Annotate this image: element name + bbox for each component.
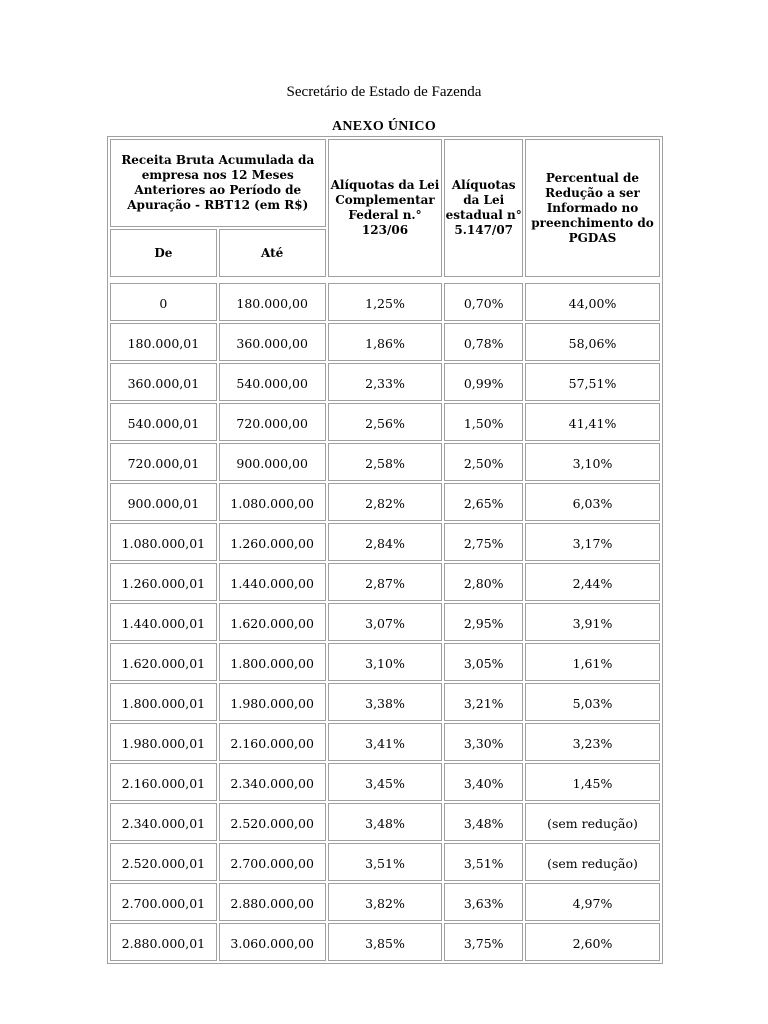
cell-state-rate: 3,51% — [444, 843, 523, 881]
cell-reduction: 1,45% — [525, 763, 660, 801]
table-row — [110, 803, 660, 841]
cell-state-rate: 2,65% — [444, 483, 523, 521]
cell-to: 1.440.000,00 — [219, 563, 326, 601]
cell-reduction: 5,03% — [525, 683, 660, 721]
table-row — [110, 683, 660, 721]
cell-state-rate: 0,70% — [444, 283, 523, 321]
header-reduction-percent: Percentual de Redução a ser Informado no preenchimento do PGDAS — [525, 139, 660, 277]
cell-to: 2.880.000,00 — [219, 883, 326, 921]
cell-federal-rate: 3,48% — [328, 803, 443, 841]
cell-reduction: 3,91% — [525, 603, 660, 641]
cell-from: 180.000,01 — [110, 323, 217, 361]
cell-federal-rate: 2,33% — [328, 363, 443, 401]
cell-state-rate: 3,48% — [444, 803, 523, 841]
cell-to: 180.000,00 — [219, 283, 326, 321]
cell-state-rate: 3,40% — [444, 763, 523, 801]
cell-state-rate: 3,30% — [444, 723, 523, 761]
cell-to: 1.800.000,00 — [219, 643, 326, 681]
rates-table — [107, 136, 663, 964]
header-federal-rates: Alíquotas da Lei Complementar Federal n.° 123/06 — [328, 139, 443, 277]
table-row — [110, 323, 660, 361]
cell-to: 720.000,00 — [219, 403, 326, 441]
table-row — [110, 523, 660, 561]
header-state-rates: Alíquotas da Lei estadual n° 5.147/07 — [444, 139, 523, 277]
cell-federal-rate: 3,10% — [328, 643, 443, 681]
cell-state-rate: 3,21% — [444, 683, 523, 721]
cell-state-rate: 3,05% — [444, 643, 523, 681]
table-row — [110, 363, 660, 401]
cell-from: 1.800.000,01 — [110, 683, 217, 721]
header-from: De — [110, 229, 217, 277]
cell-to: 1.980.000,00 — [219, 683, 326, 721]
cell-reduction: 6,03% — [525, 483, 660, 521]
table-row — [110, 923, 660, 961]
cell-state-rate: 3,75% — [444, 923, 523, 961]
cell-reduction: 44,00% — [525, 283, 660, 321]
table-row — [110, 563, 660, 601]
cell-federal-rate: 3,51% — [328, 843, 443, 881]
cell-from: 720.000,01 — [110, 443, 217, 481]
annex-title: ANEXO ÚNICO — [331, 119, 437, 134]
table-row — [110, 763, 660, 801]
cell-to: 540.000,00 — [219, 363, 326, 401]
table-row — [110, 443, 660, 481]
cell-from: 360.000,01 — [110, 363, 217, 401]
cell-state-rate: 2,50% — [444, 443, 523, 481]
cell-to: 3.060.000,00 — [219, 923, 326, 961]
cell-reduction: 2,44% — [525, 563, 660, 601]
table-row — [110, 603, 660, 641]
cell-from: 1.080.000,01 — [110, 523, 217, 561]
cell-state-rate: 0,78% — [444, 323, 523, 361]
table-body — [110, 283, 660, 961]
cell-to: 1.080.000,00 — [219, 483, 326, 521]
cell-from: 900.000,01 — [110, 483, 217, 521]
cell-reduction: 2,60% — [525, 923, 660, 961]
table-row — [110, 283, 660, 321]
cell-to: 2.700.000,00 — [219, 843, 326, 881]
cell-from: 1.440.000,01 — [110, 603, 217, 641]
cell-from: 2.340.000,01 — [110, 803, 217, 841]
cell-from: 540.000,01 — [110, 403, 217, 441]
cell-from: 2.160.000,01 — [110, 763, 217, 801]
cell-reduction: 3,17% — [525, 523, 660, 561]
cell-from: 1.260.000,01 — [110, 563, 217, 601]
table-row — [110, 883, 660, 921]
cell-to: 1.620.000,00 — [219, 603, 326, 641]
cell-federal-rate: 2,82% — [328, 483, 443, 521]
cell-reduction: 1,61% — [525, 643, 660, 681]
cell-from: 2.700.000,01 — [110, 883, 217, 921]
cell-federal-rate: 1,86% — [328, 323, 443, 361]
cell-reduction: 57,51% — [525, 363, 660, 401]
table-row — [110, 403, 660, 441]
cell-federal-rate: 1,25% — [328, 283, 443, 321]
cell-to: 2.520.000,00 — [219, 803, 326, 841]
cell-from: 0 — [110, 283, 217, 321]
cell-federal-rate: 3,07% — [328, 603, 443, 641]
cell-federal-rate: 2,58% — [328, 443, 443, 481]
table-row — [110, 483, 660, 521]
cell-federal-rate: 3,45% — [328, 763, 443, 801]
cell-federal-rate: 3,38% — [328, 683, 443, 721]
cell-to: 2.340.000,00 — [219, 763, 326, 801]
cell-state-rate: 1,50% — [444, 403, 523, 441]
cell-state-rate: 0,99% — [444, 363, 523, 401]
cell-reduction: 3,10% — [525, 443, 660, 481]
cell-from: 1.620.000,01 — [110, 643, 217, 681]
cell-reduction: (sem redução) — [525, 803, 660, 841]
cell-federal-rate: 2,56% — [328, 403, 443, 441]
cell-reduction: 41,41% — [525, 403, 660, 441]
cell-reduction: 58,06% — [525, 323, 660, 361]
cell-to: 360.000,00 — [219, 323, 326, 361]
document-title: Secretário de Estado de Fazenda — [286, 84, 482, 100]
table-row — [110, 843, 660, 881]
cell-federal-rate: 2,84% — [328, 523, 443, 561]
header-to: Até — [219, 229, 326, 277]
header-revenue-range: Receita Bruta Acumulada da empresa nos 12 Meses Anteriores ao Período de Apuração - RBT12 (em R$) — [110, 139, 326, 227]
cell-state-rate: 3,63% — [444, 883, 523, 921]
cell-state-rate: 2,75% — [444, 523, 523, 561]
cell-reduction: 4,97% — [525, 883, 660, 921]
cell-state-rate: 2,95% — [444, 603, 523, 641]
table-row — [110, 643, 660, 681]
cell-to: 1.260.000,00 — [219, 523, 326, 561]
cell-federal-rate: 2,87% — [328, 563, 443, 601]
cell-from: 2.880.000,01 — [110, 923, 217, 961]
cell-to: 2.160.000,00 — [219, 723, 326, 761]
cell-federal-rate: 3,41% — [328, 723, 443, 761]
cell-reduction: (sem redução) — [525, 843, 660, 881]
table-row — [110, 723, 660, 761]
cell-state-rate: 2,80% — [444, 563, 523, 601]
cell-from: 1.980.000,01 — [110, 723, 217, 761]
cell-federal-rate: 3,85% — [328, 923, 443, 961]
cell-reduction: 3,23% — [525, 723, 660, 761]
table-header — [110, 139, 660, 281]
cell-from: 2.520.000,01 — [110, 843, 217, 881]
cell-federal-rate: 3,82% — [328, 883, 443, 921]
cell-to: 900.000,00 — [219, 443, 326, 481]
